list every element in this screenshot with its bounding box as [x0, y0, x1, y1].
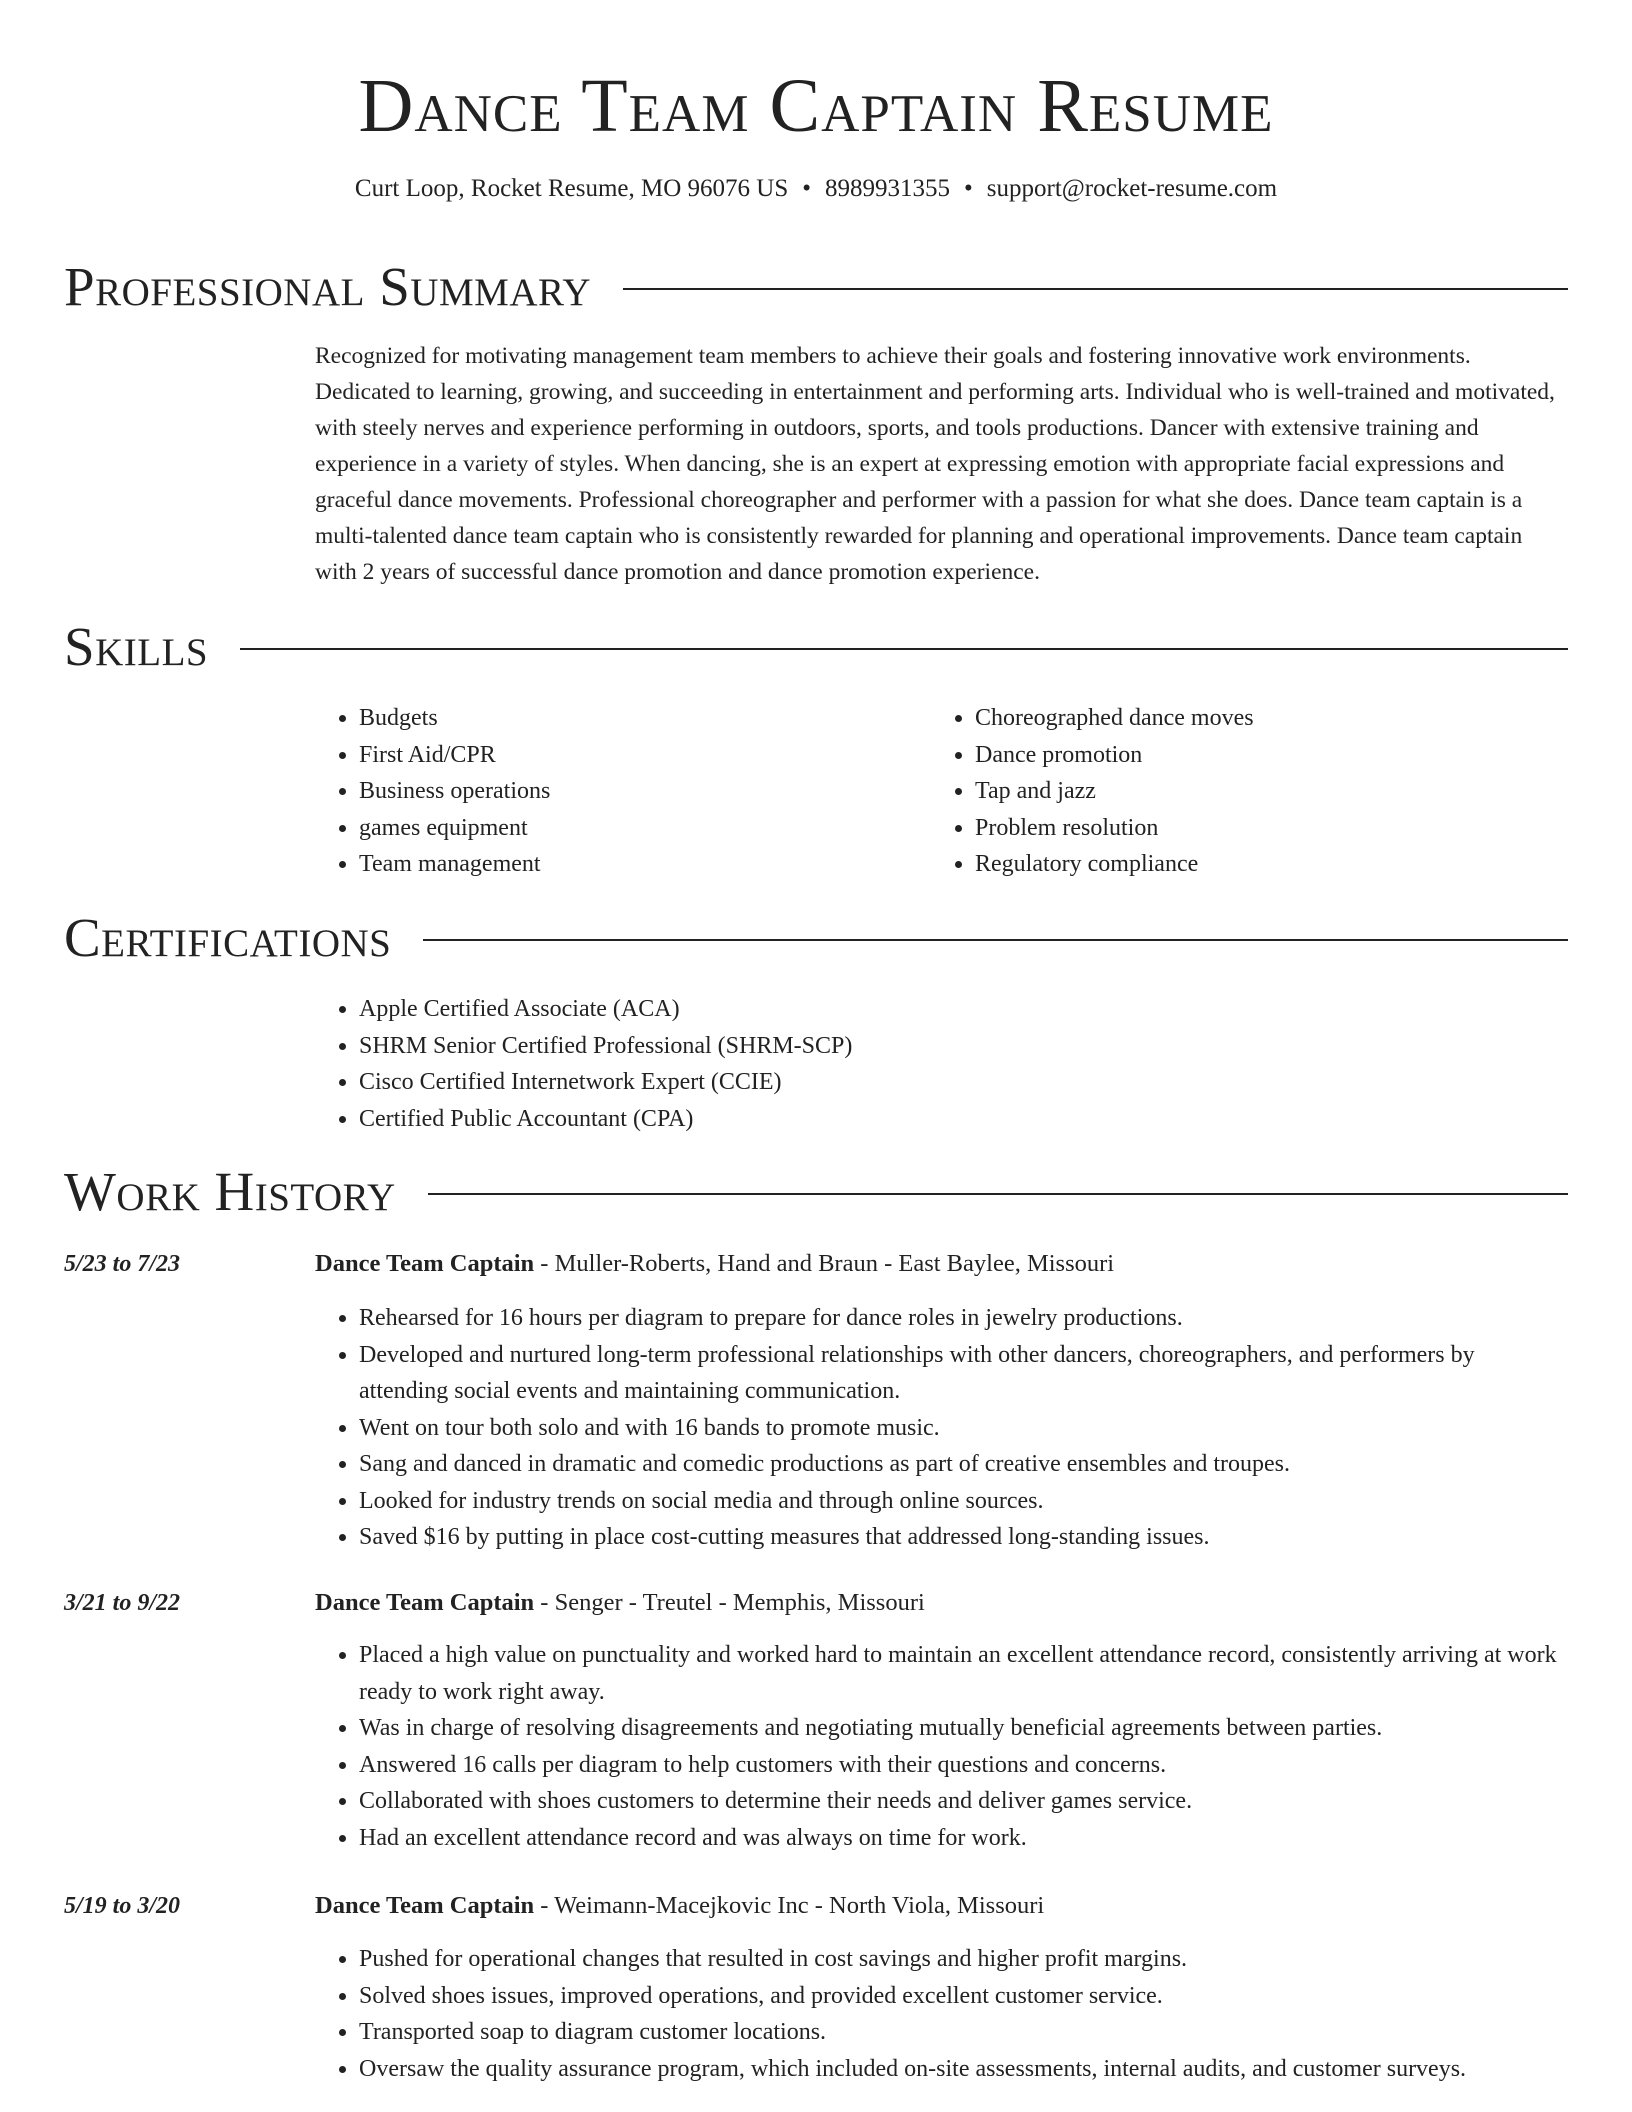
- contact-address: Curt Loop, Rocket Resume, MO 96076 US: [354, 175, 789, 202]
- skill-item: • games equipment: [359, 810, 915, 847]
- skill-item: • Problem resolution: [975, 810, 1551, 847]
- job-duty: • Had an excellent attendance record and was always on time for work.: [359, 1820, 1568, 1857]
- job-duty: • Solved shoes issues, improved operations, and provided excellent customer service.: [359, 1978, 1568, 2015]
- job-duty: • Answered 16 calls per diagram to help customers with their questions and concerns.: [359, 1747, 1568, 1784]
- skill-item: • Tap and jazz: [975, 773, 1551, 810]
- job-employer: - Weimann-Macejkovic Inc - North Viola, Missouri: [534, 1892, 1045, 1919]
- skills-section-header: [64, 612, 1568, 682]
- skill-item: • First Aid/CPR: [359, 737, 915, 774]
- skills-list-left: [315, 700, 915, 883]
- contact-separator: •: [802, 175, 812, 202]
- job-title-line: [315, 1246, 1114, 1282]
- job-duty: • Oversaw the quality assurance program, which included on-site assessments, internal audits, and customer surveys.: [359, 2051, 1568, 2088]
- summary-section-header: [64, 252, 1568, 322]
- job-duty: • Looked for industry trends on social media and through online sources.: [359, 1483, 1568, 1520]
- skill-item: • Regulatory compliance: [975, 846, 1551, 883]
- job-duties-list: [315, 1941, 1568, 2087]
- job-title-line: [315, 1888, 1044, 1924]
- job-duty: • Rehearsed for 16 hours per diagram to prepare for dance roles in jewelry productions.: [359, 1300, 1568, 1337]
- job-employer: - Muller-Roberts, Hand and Braun - East Baylee, Missouri: [534, 1250, 1115, 1277]
- job-duties-list: [315, 1300, 1568, 1556]
- section-divider: [623, 288, 1568, 290]
- job-dates: 5/19 to 3/20: [64, 1893, 181, 1919]
- work-history-heading: Work History: [64, 1161, 396, 1222]
- job-duty: • Collaborated with shoes customers to determine their needs and deliver games service.: [359, 1783, 1568, 1820]
- job-duty: • Sang and danced in dramatic and comedic productions as part of creative ensembles and troupes.: [359, 1446, 1568, 1483]
- job-duty: • Pushed for operational changes that resulted in cost savings and higher profit margins.: [359, 1941, 1568, 1978]
- skill-item: • Choreographed dance moves: [975, 700, 1551, 737]
- skill-item: • Dance promotion: [975, 737, 1551, 774]
- certification-item: • Certified Public Accountant (CPA): [359, 1101, 1515, 1138]
- work-history-section-header: [64, 1157, 1568, 1227]
- certification-item: • SHRM Senior Certified Professional (SHRM-SCP): [359, 1028, 1515, 1065]
- job-duty: • Went on tour both solo and with 16 bands to promote music.: [359, 1410, 1568, 1447]
- job-duty: • Placed a high value on punctuality and worked hard to maintain an excellent attendance record, consistently arriving at work ready to work right away.: [359, 1637, 1568, 1710]
- resume-title: Dance Team Captain Resume: [358, 64, 1274, 148]
- skills-heading: Skills: [64, 616, 209, 677]
- section-divider: [240, 648, 1568, 650]
- certifications-list: [315, 991, 1515, 1137]
- job-employer: - Senger - Treutel - Memphis, Missouri: [534, 1589, 925, 1616]
- contact-separator: •: [964, 175, 973, 202]
- job-duty: • Transported soap to diagram customer locations.: [359, 2014, 1568, 2051]
- skill-item: • Budgets: [359, 700, 915, 737]
- skill-item: • Business operations: [359, 773, 915, 810]
- job-title: Dance Team Captain: [315, 1250, 535, 1277]
- certifications-section-header: [64, 903, 1568, 973]
- certifications-heading: Certifications: [64, 907, 392, 968]
- skills-list-right: [931, 700, 1551, 883]
- job-duty: • Saved $16 by putting in place cost-cutting measures that addressed long-standing issues.: [359, 1519, 1568, 1556]
- certification-item: • Apple Certified Associate (ACA): [359, 991, 1515, 1028]
- job-title: Dance Team Captain: [315, 1589, 535, 1616]
- job-duty: • Was in charge of resolving disagreements and negotiating mutually beneficial agreements between parties.: [359, 1710, 1568, 1747]
- job-duties-list: [315, 1637, 1568, 1856]
- section-divider: [423, 939, 1568, 941]
- contact-email: support@rocket-resume.com: [986, 175, 1278, 202]
- contact-line: [0, 172, 1632, 206]
- job-duty: • Developed and nurtured long-term professional relationships with other dancers, choreographers, and performers by attending social events and maintaining communication.: [359, 1337, 1568, 1410]
- summary-text: Recognized for motivating management team members to achieve their goals and fostering innovative work environments. Dedicated to learning, growing, and succeeding in entertainment and performing arts. Individual who is well-trained and motivated, with steely nerves and experience performing in outdoors, sports, and tools productions. Dancer with extensive training and experience in a variety of styles. When dancing, she is an expert at expressing emotion with appropriate facial expressions and graceful dance movements. Professional choreographer and performer with a passion for what she does. Dance team captain is a multi-talented dance team captain who is consistently rewarded for planning and operational improvements. Dance team captain with 2 years of successful dance promotion and dance promotion experience.: [315, 343, 1555, 585]
- section-divider: [428, 1193, 1568, 1195]
- summary-heading: Professional Summary: [64, 256, 592, 317]
- job-title: Dance Team Captain: [315, 1892, 535, 1919]
- skill-item: • Team management: [359, 846, 915, 883]
- job-title-line: [315, 1585, 925, 1621]
- job-dates: 5/23 to 7/23: [64, 1251, 181, 1277]
- contact-phone: 8989931355: [825, 175, 951, 202]
- job-dates: 3/21 to 9/22: [64, 1590, 181, 1616]
- certification-item: • Cisco Certified Internetwork Expert (CCIE): [359, 1064, 1515, 1101]
